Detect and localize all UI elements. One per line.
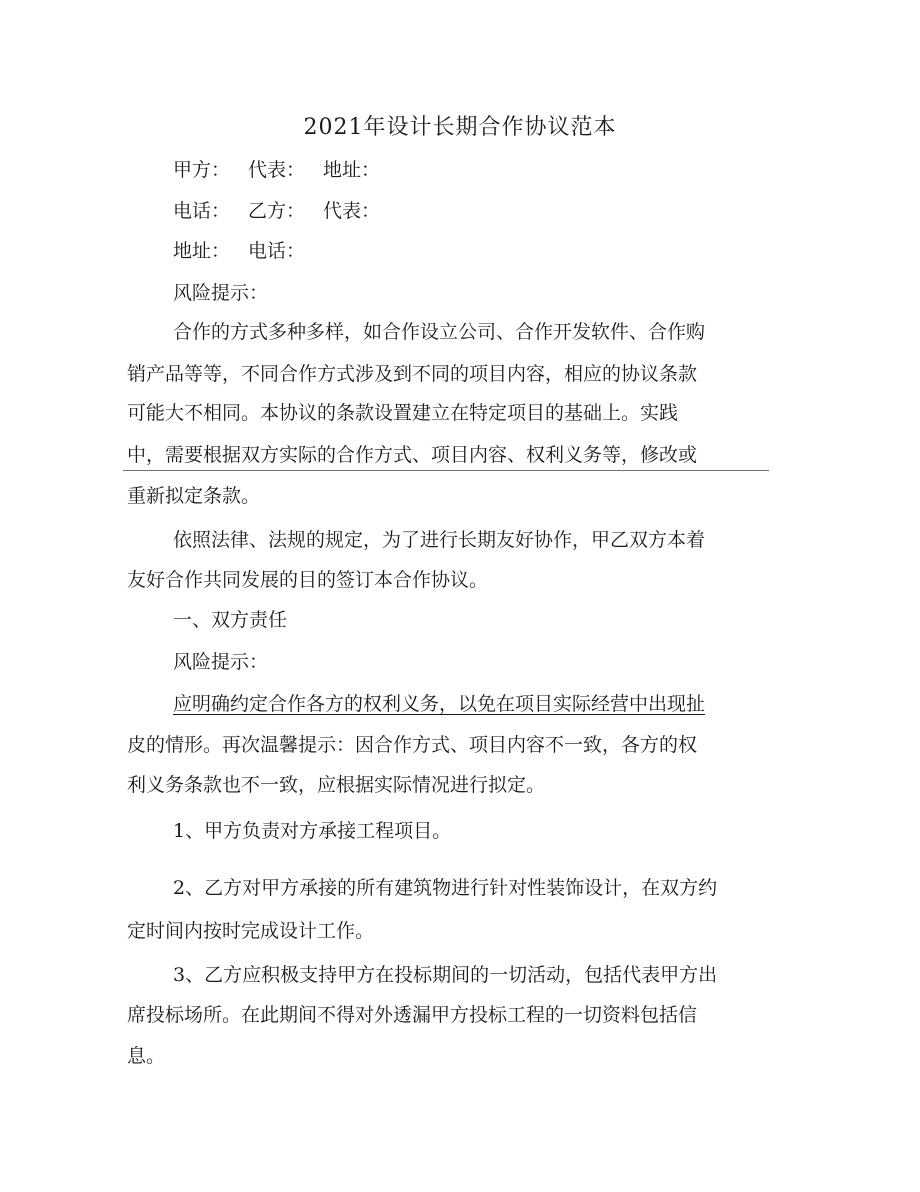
party-a-address-label: 地址：: [323, 159, 381, 181]
section-1-heading: 一、双方责任: [173, 609, 288, 631]
intro-paragraph-line: 友好合作共同发展的目的签订本合作协议。: [127, 569, 489, 591]
clause-3-line: 席投标场所。在此期间不得对外透漏甲方投标工程的一切资料包括信: [127, 1004, 698, 1026]
clause-3-line: 息。: [127, 1045, 166, 1067]
intro-paragraph-line: 依照法律、法规的规定，为了进行长期友好协作，甲乙双方本着: [173, 529, 706, 551]
party-line-3: [127, 237, 823, 265]
party-a-representative-label: 代表：: [248, 159, 306, 181]
underlined-risk-text: 应明确约定合作各方的权利义务，以免在项目实际经营中出现扯: [173, 693, 706, 715]
risk-paragraph-2-line: 利义务条款也不一致，应根据实际情况进行拟定。: [127, 774, 546, 796]
party-b-representative-label: 代表：: [323, 200, 381, 222]
risk-paragraph-1-line: 重新拟定条款。: [127, 485, 261, 507]
horizontal-divider: [123, 470, 769, 471]
clause-2-line: 定时间内按时完成设计工作。: [127, 920, 375, 942]
clause-1: 1、甲方负责对方承接工程项目。: [173, 820, 452, 842]
risk-paragraph-2-line: 皮的情形。再次温馨提示：因合作方式、项目内容不一致，各方的权: [127, 734, 698, 756]
party-a-phone-label: 电话：: [173, 200, 231, 222]
party-line-2: [127, 197, 823, 225]
party-b-phone-label: 电话：: [248, 240, 306, 262]
clause-3-line: 3、乙方应积极支持甲方在投标期间的一切活动，包括代表甲方出: [173, 964, 718, 986]
party-b-label: 乙方：: [248, 200, 306, 222]
risk-paragraph-1-line: 销产品等等，不同合作方式涉及到不同的项目内容，相应的协议条款: [127, 363, 698, 385]
party-a-label: 甲方：: [173, 159, 231, 181]
risk-paragraph-1-line: 合作的方式多种多样，如合作设立公司、合作开发软件、合作购: [173, 321, 706, 343]
risk-heading-1: 风险提示：: [173, 282, 269, 304]
risk-paragraph-2-line: [127, 690, 823, 718]
document-title: 2021年设计长期合作协议范本: [303, 115, 617, 140]
party-b-address-label: 地址：: [173, 240, 231, 262]
clause-2-line: 2、乙方对甲方承接的所有建筑物进行针对性装饰设计，在双方约: [173, 877, 718, 899]
party-line-1: [127, 156, 823, 184]
risk-paragraph-1-line: 中，需要根据双方实际的合作方式、项目内容、权利义务等，修改或: [127, 444, 698, 466]
risk-heading-2: 风险提示：: [173, 651, 269, 673]
risk-paragraph-1-line: 可能大不相同。本协议的条款设置建立在特定项目的基础上。实践: [127, 402, 679, 424]
